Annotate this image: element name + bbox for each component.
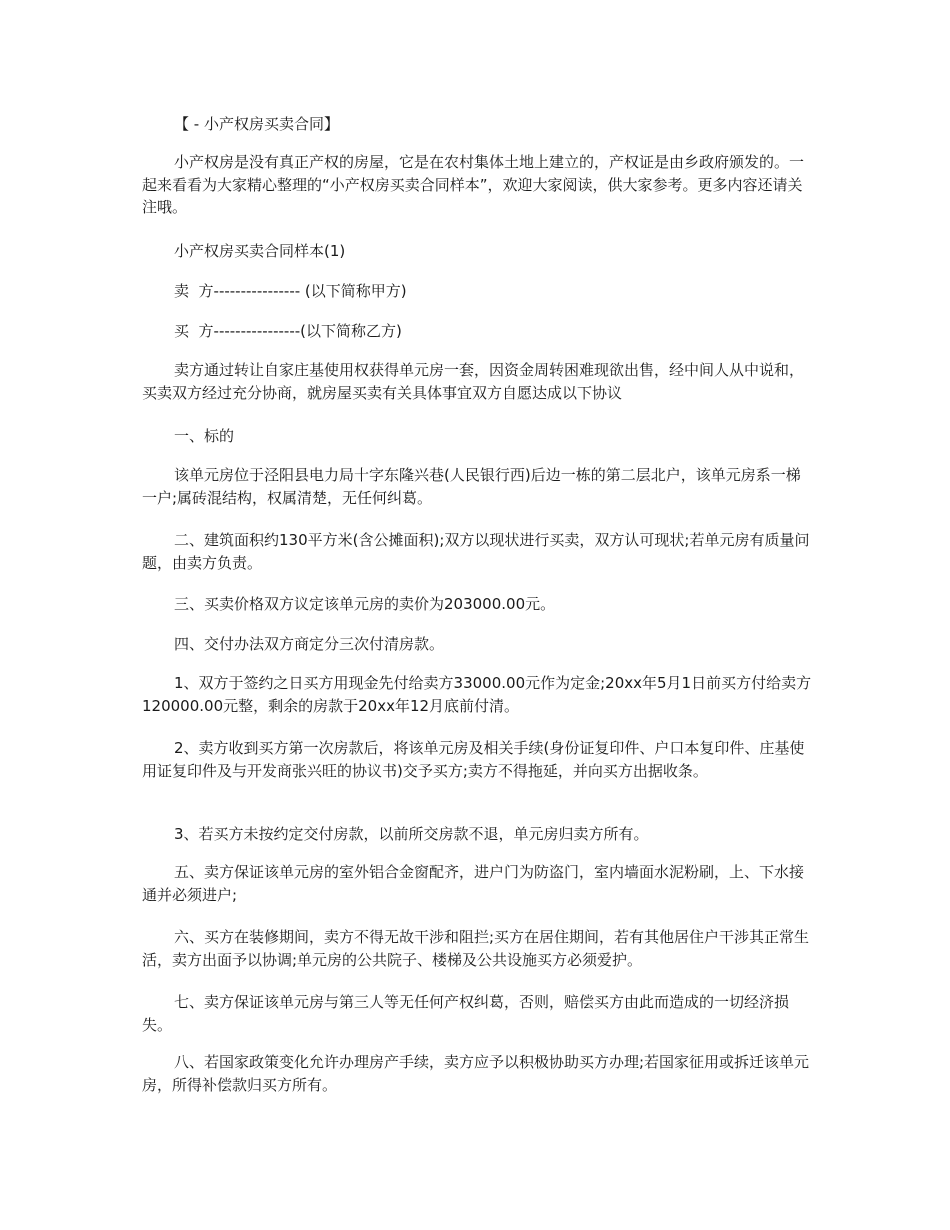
section-1-heading: 一、标的 (174, 427, 235, 445)
section-2-paragraph: 二、建筑面积约130平方米(含公摊面积);双方以现状进行买卖，双方认可现状;若单元房有质量问题，由卖方负责。 (142, 531, 810, 572)
section-7-paragraph: 七、卖方保证该单元房与第三人等无任何产权纠葛，否则，赔偿买方由此而造成的一切经济损失。 (142, 993, 790, 1034)
section-4-paragraph: 四、交付办法双方商定分三次付清房款。 (174, 635, 445, 653)
section-5-paragraph: 五、卖方保证该单元房的室外铝合金窗配齐，进户门为防盗门，室内墙面水泥粉刷，上、下水接通并必须进户; (142, 863, 805, 904)
intro-paragraph: 小产权房是没有真正产权的房屋，它是在农村集体土地上建立的，产权证是由乡政府颁发的。一起来看看为大家精心整理的“小产权房买卖合同样本”，欢迎大家阅读，供大家参考。更多内容还请关注哦。 (142, 153, 805, 216)
section-8-paragraph: 八、若国家政策变化允许办理房产手续，卖方应予以积极协助买方办理;若国家征用或拆迁该单元房，所得补偿款归买方所有。 (142, 1053, 810, 1094)
seller-line: 卖 方---------------- (以下简称甲方) (174, 282, 407, 300)
item-3-paragraph: 3、若买方未按约定交付房款，以前所交房款不退，单元房归卖方所有。 (174, 825, 649, 843)
item-2-paragraph: 2、卖方收到买方第一次房款后，将该单元房及相关手续(身份证复印件、户口本复印件、庄基使用证复印件及与开发商张兴旺的协议书)交予买方;卖方不得拖延，并向买方出据收条。 (142, 739, 805, 780)
preamble-paragraph: 卖方通过转让自家庄基使用权获得单元房一套，因资金周转困难现欲出售，经中间人从中说和，买卖双方经过充分协商，就房屋买卖有关具体事宜双方自愿达成以下协议 (142, 361, 805, 402)
sample-heading: 小产权房买卖合同样本(1) (174, 242, 346, 260)
document-title: 【 - 小产权房买卖合同】 (174, 115, 339, 133)
buyer-line: 买 方----------------(以下简称乙方) (174, 322, 402, 340)
section-1-body: 该单元房位于泾阳县电力局十字东隆兴巷(人民银行西)后边一栋的第二层北户，该单元房系一梯一户;属砖混结构，权属清楚，无任何纠葛。 (142, 466, 801, 507)
item-1-paragraph: 1、双方于签约之日买方用现金先付给卖方33000.00元作为定金;20xx年5月1日前买方付给卖方120000.00元整，剩余的房款于20xx年12月底前付清。 (142, 674, 812, 715)
section-6-paragraph: 六、买方在装修期间，卖方不得无故干涉和阻拦;买方在居住期间，若有其他居住户干涉其正常生活，卖方出面予以协调;单元房的公共院子、楼梯及公共设施买方必须爱护。 (142, 928, 810, 969)
section-3-paragraph: 三、买卖价格双方议定该单元房的卖价为203000.00元。 (174, 595, 556, 613)
